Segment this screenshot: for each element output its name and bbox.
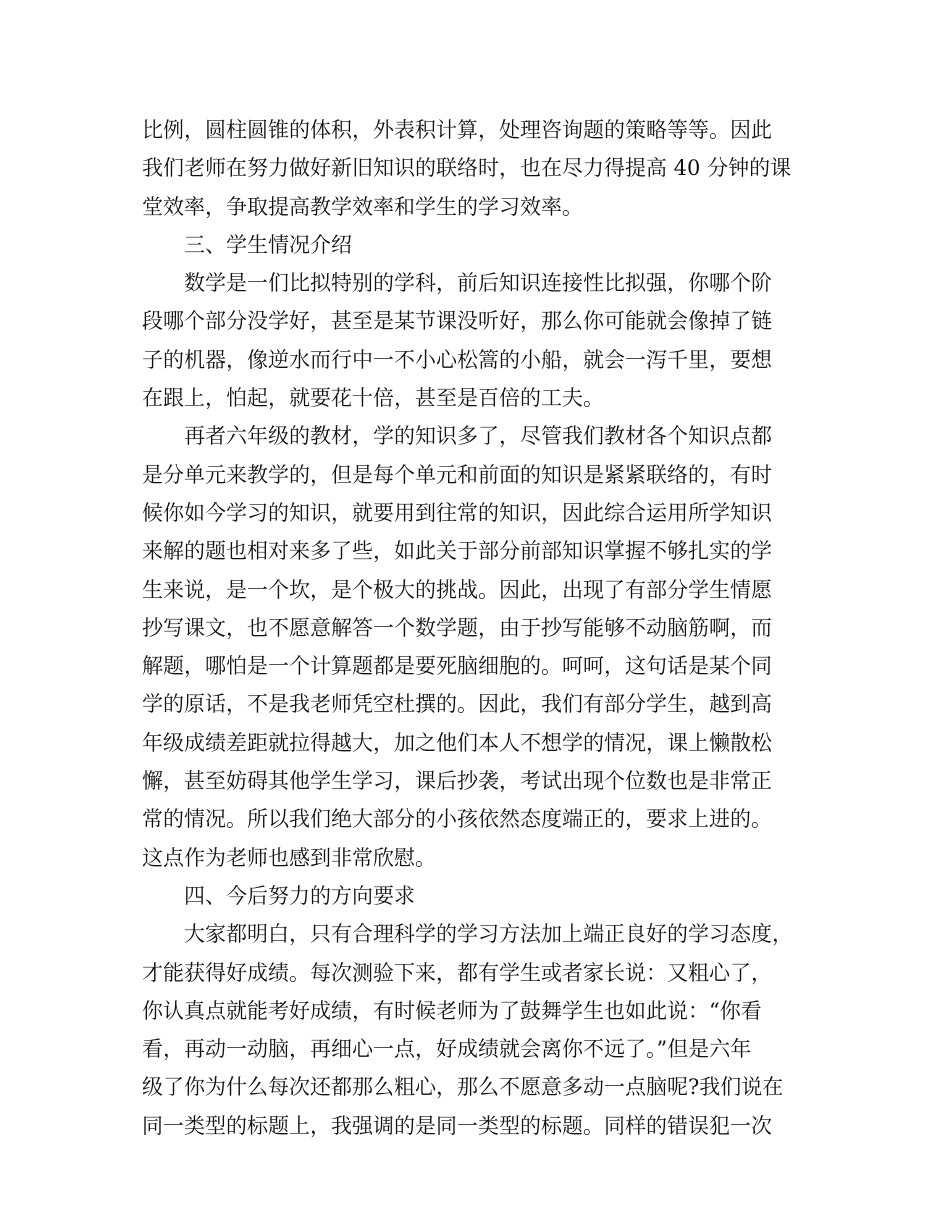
text-line: 看，再动一动脑，再细心一点，好成绩就会离你不远了。”但是六年 — [142, 1037, 752, 1062]
text-line: 才能获得好成绩。每次测验下来，都有学生或者家长说：又粗心了， — [142, 960, 772, 985]
text-line: 再者六年级的教材，学的知识多了，尽管我们教材各个知识点都 — [184, 424, 772, 449]
text-line: 来解的题也相对来多了些，如此关于部分前部知识掌握不够扎实的学 — [142, 539, 772, 564]
text-line: 堂效率，争取提高教学效率和学生的学习效率。 — [142, 194, 583, 219]
text-line: 数学是一们比拟特别的学科，前后知识连接性比拟强，你哪个阶 — [184, 271, 772, 296]
document-body — [142, 111, 810, 1145]
text-line: 学的原话，不是我老师凭空杜撰的。因此，我们有部分学生，越到高 — [142, 692, 772, 717]
text-line: 是分单元来教学的，但是每个单元和前面的知识是紧紧联络的，有时 — [142, 462, 772, 487]
text-line: 解题，哪怕是一个计算题都是要死脑细胞的。呵呵，这句话是某个同 — [142, 654, 772, 679]
text-line: 生来说，是一个坎，是个极大的挑战。因此，出现了有部分学生情愿 — [142, 577, 772, 602]
text-line: 你认真点就能考好成绩，有时候老师为了鼓舞学生也如此说：“你看 — [142, 998, 762, 1023]
text-line: 级了你为什么每次还都那么粗心，那么不愿意多动一点脑呢?我们说在 — [142, 1075, 784, 1100]
text-line: 同一类型的标题上，我强调的是同一类型的标题。同样的错误犯一次 — [142, 1113, 772, 1138]
text-line: 子的机器，像逆水而行中一不小心松篙的小船，就会一泻千里，要想 — [142, 347, 772, 372]
text-line: 候你如今学习的知识，就要用到往常的知识，因此综合运用所学知识 — [142, 500, 772, 525]
text-line: 在跟上，怕起，就要花十倍，甚至是百倍的工夫。 — [142, 386, 604, 411]
text-line: 这点作为老师也感到非常欣慰。 — [142, 845, 436, 870]
text-line: 我们老师在努力做好新旧知识的联络时，也在尽力得提高 40 分钟的课 — [142, 156, 792, 181]
section-heading: 三、学生情况介绍 — [184, 232, 352, 257]
text-line: 段哪个部分没学好，甚至是某节课没听好，那么你可能就会像掉了链 — [142, 309, 772, 334]
text-line: 大家都明白，只有合理科学的学习方法加上端正良好的学习态度， — [184, 922, 793, 947]
text-line: 年级成绩差距就拉得越大，加之他们本人不想学的情况，课上懒散松 — [142, 730, 772, 755]
text-line: 懈，甚至妨碍其他学生学习，课后抄袭，考试出现个位数也是非常正 — [142, 769, 772, 794]
text-line: 比例，圆柱圆锥的体积，外表积计算，处理咨询题的策略等等。因此 — [142, 118, 772, 142]
text-line: 抄写课文，也不愿意解答一个数学题，由于抄写能够不动脑筋啊，而 — [142, 615, 772, 640]
section-heading: 四、今后努力的方向要求 — [184, 883, 415, 908]
text-line: 常的情况。所以我们绝大部分的小孩依然态度端正的，要求上进的。 — [142, 807, 772, 832]
